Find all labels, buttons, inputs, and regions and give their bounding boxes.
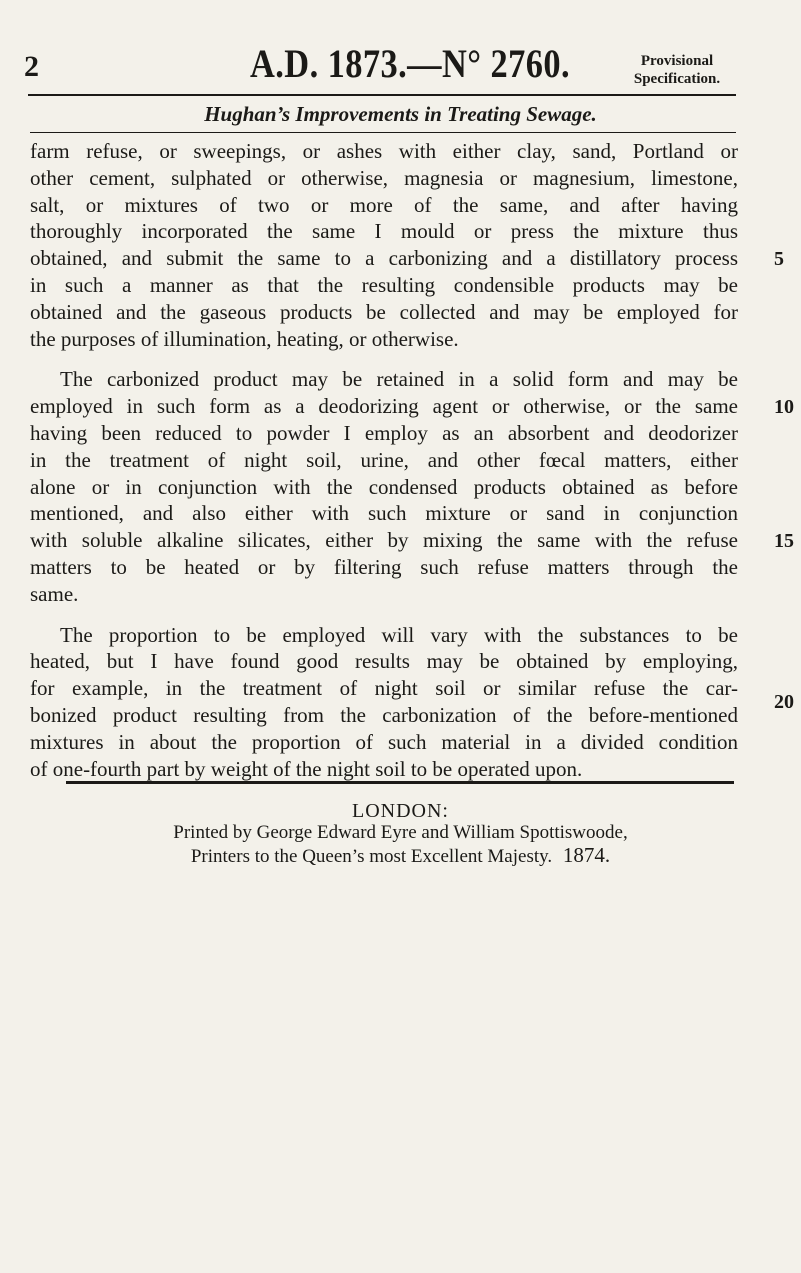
text-line: obtained and the gaseous products be collected and may be employed for: [30, 299, 738, 324]
imprint-printers-to-text: Printers to the Queen’s most Excellent Majesty.: [190, 846, 553, 867]
header-rule: [28, 94, 736, 96]
text-line: The carbonized product may be retained in a solid form and may be: [60, 367, 738, 392]
text-line: mentioned, and also either with such mixture or sand in conjunction: [30, 501, 738, 526]
text-line: thoroughly incorporated the same I mould or press the mixture thus: [30, 219, 738, 244]
paragraph-3: [30, 622, 738, 783]
text-line: matters to be heated or by filtering such refuse matters through the: [30, 554, 738, 579]
spec-label-line2: Specification.: [633, 71, 721, 87]
title-rule: [30, 132, 736, 133]
line-number-15: 15: [774, 530, 794, 552]
imprint-printers-to: [0, 844, 801, 868]
line-number-5: 5: [774, 248, 784, 270]
body-text: [30, 138, 794, 796]
text-line: salt, or mixtures of two or more of the same, and after having: [30, 192, 738, 217]
imprint-year: 1874.: [562, 843, 611, 867]
footer-rule: [66, 781, 734, 784]
line-number-20: 20: [774, 691, 794, 713]
spec-label-line1: Provisional: [640, 53, 714, 69]
text-line: mixtures in about the proportion of such material in a divided condition: [30, 729, 738, 754]
text-line: with soluble alkaline silicates, either by mixing the same with the refuse: [30, 528, 738, 553]
text-line: for example, in the treatment of night soil or similar refuse the car-: [30, 676, 738, 701]
text-line: in the treatment of night soil, urine, and other fœcal matters, either: [30, 447, 738, 472]
text-line: heated, but I have found good results may be obtained by employing,: [30, 649, 738, 674]
text-line: The proportion to be employed will vary with the substances to be: [60, 622, 738, 647]
text-line: employed in such form as a deodorizing agent or otherwise, or the same: [30, 394, 738, 419]
text-line: the purposes of illumination, heating, or otherwise.: [30, 326, 459, 351]
text-line: farm refuse, or sweepings, or ashes with either clay, sand, Portland or: [30, 139, 738, 163]
imprint-city: LONDON:: [352, 800, 449, 822]
text-line: of one-fourth part by weight of the night soil to be operated upon.: [30, 756, 583, 781]
line-number-10: 10: [774, 396, 794, 418]
text-line: in such a manner as that the resulting condensible products may be: [30, 272, 738, 297]
text-line: same.: [30, 581, 79, 606]
paragraph-2: [30, 366, 738, 607]
text-line: alone or in conjunction with the condensed products obtained as before: [30, 474, 738, 499]
text-line: obtained, and submit the same to a carbonizing and a distillatory process: [30, 246, 738, 271]
paragraph-1: [30, 138, 738, 352]
text-line: having been reduced to powder I employ as an absorbent and deodorizer: [30, 420, 738, 445]
document-heading: A.D. 1873.—N° 2760.: [250, 41, 571, 86]
text-line: other cement, sulphated or otherwise, magnesia or magnesium, limestone,: [30, 165, 738, 190]
text-line: bonized product resulting from the carbonization of the before-mentioned: [30, 702, 738, 727]
running-title: Hughan’s Improvements in Treating Sewage.: [204, 102, 597, 126]
specification-label: [612, 52, 742, 88]
imprint-printed-by: Printed by George Edward Eyre and William Spottiswoode,: [173, 822, 628, 843]
page-number: 2: [24, 50, 39, 83]
printer-imprint: [0, 800, 801, 868]
